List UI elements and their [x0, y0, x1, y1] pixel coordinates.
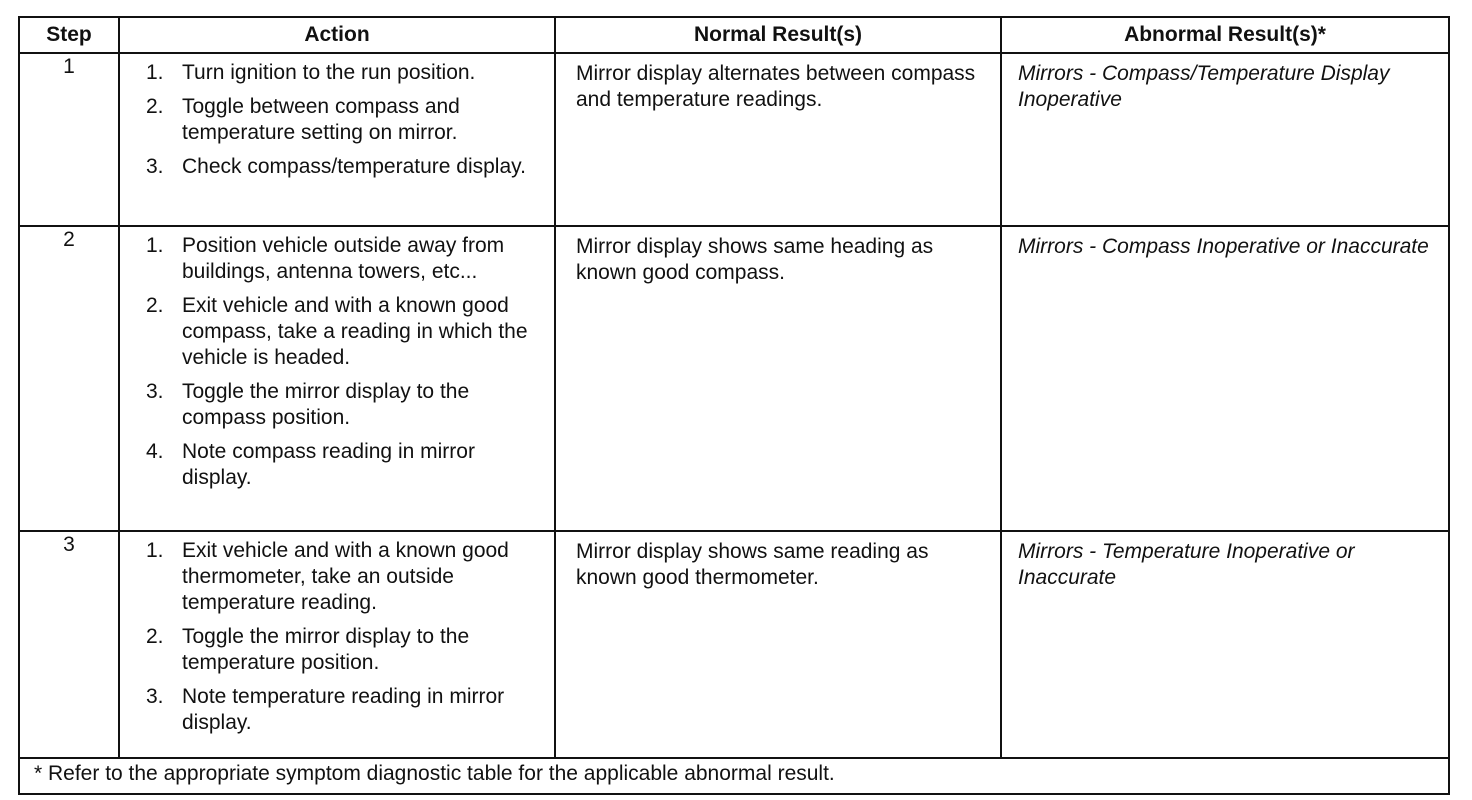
item-text: Toggle the mirror display to the temperature position.: [182, 625, 470, 674]
header-normal-results: Normal Result(s): [555, 17, 1001, 53]
abnormal-result: Mirrors - Compass Inoperative or Inaccurate: [1001, 226, 1449, 531]
table-row: [19, 226, 1449, 531]
header-abnormal-results: Abnormal Result(s)*: [1001, 17, 1449, 53]
item-number: 3.: [146, 380, 164, 403]
header-row: [19, 17, 1449, 53]
list-item: [146, 293, 548, 371]
list-item: [146, 233, 548, 285]
normal-result: Mirror display shows same reading as known good thermometer.: [555, 531, 1001, 758]
list-item: [146, 379, 548, 431]
header-action: Action: [119, 17, 555, 53]
item-text: Position vehicle outside away from buildings, antenna towers, etc...: [182, 234, 505, 283]
action-list: [146, 60, 548, 180]
item-number: 4.: [146, 440, 164, 463]
item-number: 3.: [146, 155, 164, 178]
item-text: Exit vehicle and with a known good thermometer, take an outside temperature reading.: [182, 539, 509, 614]
header-step: Step: [19, 17, 119, 53]
table-row: [19, 531, 1449, 758]
action-cell: [119, 226, 555, 531]
action-list: [146, 538, 548, 736]
footnote: * Refer to the appropriate symptom diagnostic table for the applicable abnormal result.: [19, 758, 1449, 794]
list-item: [146, 624, 548, 676]
list-item: [146, 439, 548, 491]
abnormal-result: Mirrors - Temperature Inoperative or Inaccurate: [1001, 531, 1449, 758]
list-item: [146, 154, 548, 180]
action-list: [146, 233, 548, 491]
item-number: 1.: [146, 539, 164, 562]
item-text: Turn ignition to the run position.: [182, 61, 476, 84]
action-cell: [119, 53, 555, 226]
action-cell: [119, 531, 555, 758]
item-text: Check compass/temperature display.: [182, 155, 526, 178]
item-text: Note temperature reading in mirror display.: [182, 685, 505, 734]
item-number: 2.: [146, 625, 164, 648]
list-item: [146, 94, 548, 146]
abnormal-result: Mirrors - Compass/Temperature Display Inoperative: [1001, 53, 1449, 226]
step-number: 2: [19, 226, 119, 531]
item-text: Toggle the mirror display to the compass position.: [182, 380, 470, 429]
item-number: 2.: [146, 294, 164, 317]
item-text: Exit vehicle and with a known good compass, take a reading in which the vehicle is headed.: [182, 294, 528, 369]
list-item: [146, 60, 548, 86]
list-item: [146, 538, 548, 616]
list-item: [146, 684, 548, 736]
table-row: [19, 53, 1449, 226]
item-text: Note compass reading in mirror display.: [182, 440, 475, 489]
diagnostic-table: [18, 16, 1450, 795]
item-number: 1.: [146, 61, 164, 84]
step-number: 3: [19, 531, 119, 758]
item-number: 2.: [146, 95, 164, 118]
item-number: 1.: [146, 234, 164, 257]
step-number: 1: [19, 53, 119, 226]
footnote-row: [19, 758, 1449, 794]
item-text: Toggle between compass and temperature setting on mirror.: [182, 95, 460, 144]
normal-result: Mirror display shows same heading as known good compass.: [555, 226, 1001, 531]
normal-result: Mirror display alternates between compass and temperature readings.: [555, 53, 1001, 226]
item-number: 3.: [146, 685, 164, 708]
